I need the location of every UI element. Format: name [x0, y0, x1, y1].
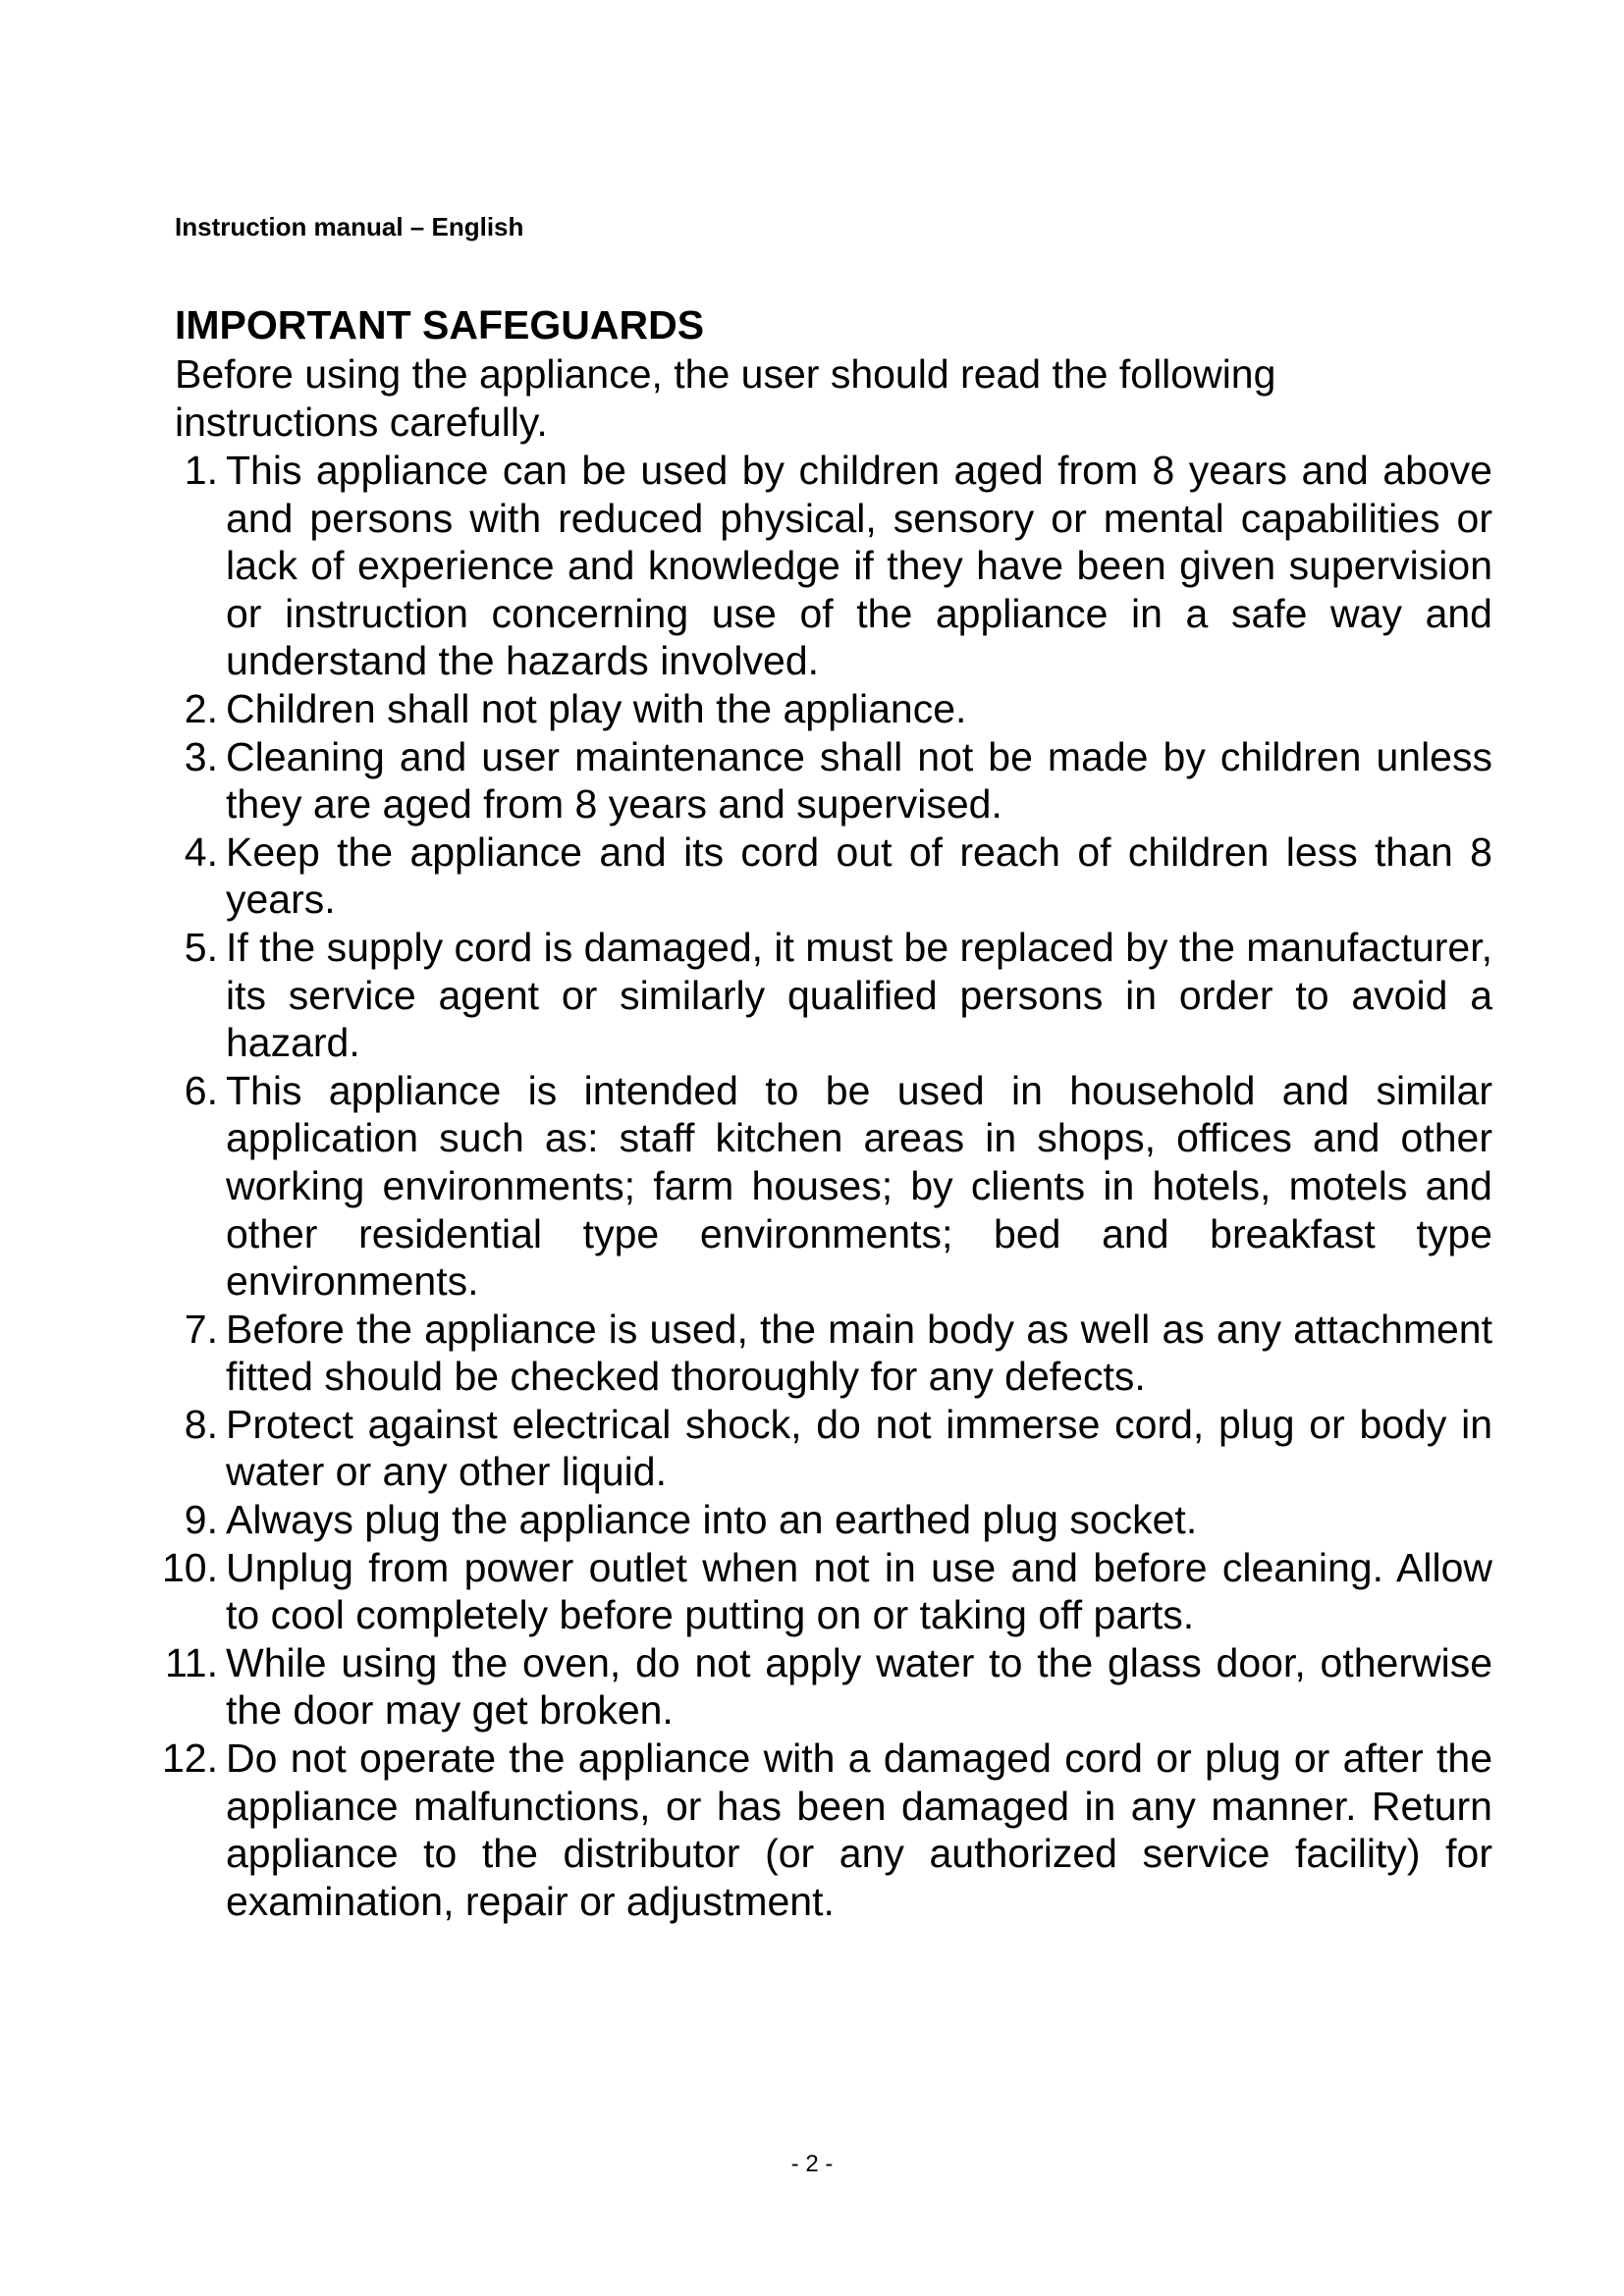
running-header: Instruction manual – English — [175, 212, 524, 241]
item-text: Unplug from power outlet when not in use and before cleaning. Allow to cool completely before putting on or taking off parts. — [226, 1544, 1492, 1638]
section-intro: Before using the appliance, the user should read the following instructions carefully. — [175, 351, 1276, 445]
safeguard-item-10 — [98, 1544, 1492, 1639]
item-text: Keep the appliance and its cord out of reach of children less than 8 years. — [226, 828, 1492, 923]
safeguard-item-7 — [98, 1306, 1492, 1401]
item-text: Protect against electrical shock, do not immerse cord, plug or body in water or any other liquid. — [226, 1401, 1492, 1495]
safeguard-item-12 — [98, 1735, 1492, 1925]
item-text: Before the appliance is used, the main body as well as any attachment fitted should be checked thoroughly for any defects. — [226, 1306, 1492, 1400]
safeguard-item-8 — [98, 1401, 1492, 1496]
safeguard-item-6 — [98, 1067, 1492, 1306]
item-number: 8. — [184, 1401, 218, 1447]
item-number: 2. — [184, 685, 218, 731]
item-text: If the supply cord is damaged, it must be replaced by the manufacturer, its service agent or similarly qualified persons in order to avoid a hazard. — [226, 924, 1492, 1066]
item-number: 4. — [184, 828, 218, 875]
item-number: 11. — [165, 1639, 218, 1685]
item-text: Cleaning and user maintenance shall not be made by children unless they are aged from 8 years and supervised. — [226, 733, 1492, 828]
safeguard-item-4 — [98, 828, 1492, 924]
item-number: 5. — [184, 924, 218, 970]
safeguard-item-11 — [98, 1639, 1492, 1735]
safeguard-item-5 — [98, 924, 1492, 1067]
page-number: - 2 - — [790, 2151, 834, 2177]
item-text: Children shall not play with the appliance. — [226, 685, 967, 731]
item-text: Always plug the appliance into an earthed plug socket. — [226, 1497, 1198, 1543]
safeguard-list — [98, 447, 1492, 1925]
item-number: 9. — [184, 1497, 218, 1543]
safeguard-item-9 — [98, 1496, 1492, 1544]
item-number: 3. — [184, 733, 218, 779]
item-number: 12. — [162, 1735, 218, 1782]
item-number: 1. — [184, 448, 218, 493]
section-heading: IMPORTANT SAFEGUARDS — [175, 302, 705, 347]
safeguard-item-2 — [98, 685, 1492, 733]
item-text: This appliance can be used by children aged from 8 years and above and persons with reduced physical, sensory or mental capabilities or lack of experience and knowledge if they have been given supervision or instruction concerning use of the appliance in a safe way and understand the hazards involved. — [226, 448, 1492, 684]
item-number: 10. — [162, 1544, 218, 1590]
item-number: 6. — [184, 1067, 218, 1113]
item-text: Do not operate the appliance with a damaged cord or plug or after the appliance malfunctions, or has been damaged in any manner. Return appliance to the distributor (or any authorized service facility) for examination, repair or adjustment. — [226, 1735, 1492, 1924]
safeguard-item-3 — [98, 733, 1492, 828]
safeguard-item-1 — [98, 447, 1492, 685]
item-text: While using the oven, do not apply water to the glass door, otherwise the door may get broken. — [226, 1639, 1492, 1734]
item-number: 7. — [184, 1306, 218, 1352]
item-text: This appliance is intended to be used in household and similar application such as: staff kitchen areas in shops, offices and other working environments; farm houses; by clients in hotels, motels and other residential type environments; bed and breakfast type environments. — [226, 1067, 1492, 1305]
